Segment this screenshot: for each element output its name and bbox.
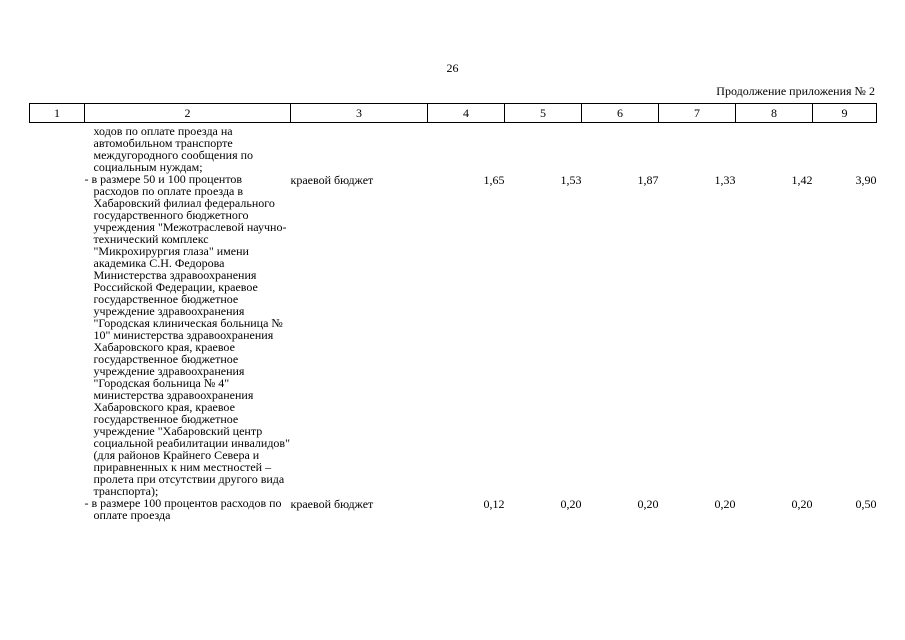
page-number: 26 — [446, 61, 459, 75]
column-header: 7 — [659, 104, 736, 123]
table-row — [30, 497, 877, 521]
column-header: 9 — [813, 104, 877, 123]
continuation-text: ходов по оплате проезда на автомобильном транспорте междугородного сообщения по социальным нуждам; — [93, 124, 254, 174]
column-header: 5 — [505, 104, 582, 123]
budget-table — [29, 103, 877, 521]
value-cell: 0,12 — [483, 497, 505, 511]
column-header: 3 — [291, 104, 428, 123]
value-cell: 0,20 — [560, 497, 582, 511]
value-cell: 0,20 — [791, 497, 813, 511]
column-header: 8 — [736, 104, 813, 123]
value-cell: 0,20 — [714, 497, 736, 511]
column-number-row — [30, 104, 877, 123]
funding-source: краевой бюджет — [290, 497, 374, 511]
appendix-continuation-note: Продолжение приложения № 2 — [716, 84, 875, 98]
row-description: - в размере 50 и 100 процентов расходов по оплате проезда в Хабаровский филиал федерального государственного бюджетного учреждения "Межотраслевой научно-технический комплекс "Микрохирургия глаза" имени академика С.Н. Федорова Министерства здравоохранения Российской Федерации, краевое государственное бюджетное учреждение здравоохранения "Городская клиническая больница № 10" министерства здравоохранения Хабаровского края, краевое государственное бюджетное учреждение здравоохранения "Городская больница № 4" министерства здравоохранения Хабаровского края, краевое государственное бюджетное учреждение "Хабаровский центр социальной реабилитации инвалидов" (для районов Крайнего Севера и приравненных к ним местностей – пролета при отсутствии другого вида транспорта); — [84, 172, 290, 498]
continuation-row — [30, 123, 877, 174]
value-cell: 1,65 — [483, 173, 505, 187]
column-header: 6 — [582, 104, 659, 123]
row-description: - в размере 100 процентов расходов по оплате проезда — [84, 496, 282, 522]
value-cell: 1,33 — [714, 173, 736, 187]
column-header: 4 — [428, 104, 505, 123]
value-cell: 0,20 — [637, 497, 659, 511]
funding-source: краевой бюджет — [290, 173, 374, 187]
table-row — [30, 173, 877, 497]
column-header: 2 — [85, 104, 291, 123]
column-header: 1 — [30, 104, 85, 123]
value-cell: 3,90 — [855, 173, 877, 187]
value-cell: 1,87 — [637, 173, 659, 187]
value-cell: 0,50 — [855, 497, 877, 511]
value-cell: 1,42 — [791, 173, 813, 187]
value-cell: 1,53 — [560, 173, 582, 187]
